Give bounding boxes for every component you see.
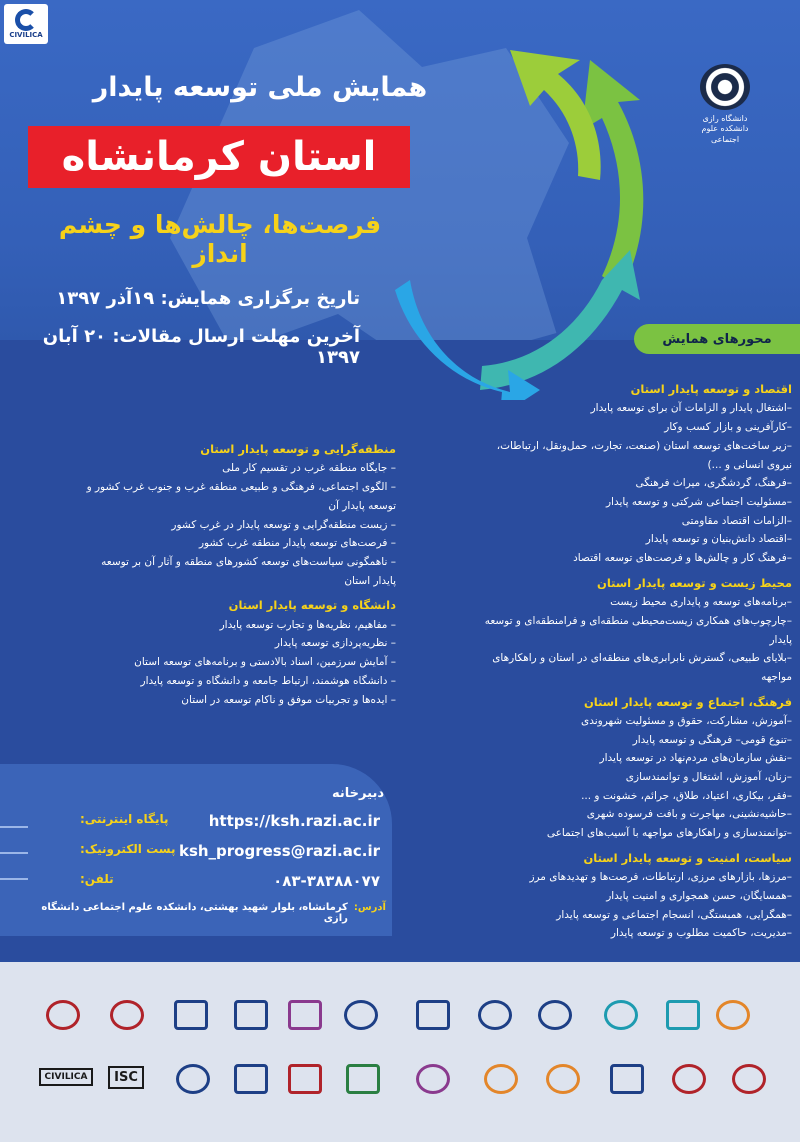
sponsor-logo	[282, 992, 328, 1038]
axis-item: –مسئولیت اجتماعی شرکتی و توسعه پایدار	[605, 495, 792, 508]
sponsor-logo	[228, 1056, 274, 1102]
axis-item: –آموزش، مشارکت، حقوق و مسئولیت شهروندی	[581, 715, 792, 728]
address-label: آدرس:	[353, 902, 386, 913]
emblem-icon	[610, 1064, 644, 1094]
axis-item: –اقتصاد دانش‌بنیان و توسعه پایدار	[645, 533, 792, 546]
axis-item: – زیست منطقه‌گرایی و توسعه پایدار در غرب کشور	[171, 518, 396, 531]
sponsor-logo	[478, 1056, 524, 1102]
axis-item: پایدار	[769, 633, 792, 646]
conference-subtitle: فرصت‌ها، چالش‌ها و چشم انداز	[58, 210, 382, 268]
emblem-icon	[288, 1064, 322, 1094]
axis-item: – فرصت‌های توسعه پایدار منطقه غرب کشور	[198, 537, 396, 550]
phone-label: تلفن:	[80, 872, 114, 886]
sponsor-logo	[338, 992, 384, 1038]
emblem-icon	[666, 1000, 700, 1030]
axis-item: – ایده‌ها و تجربیات موفق و ناکام توسعه در استان	[181, 693, 396, 706]
sponsor-logo	[410, 992, 456, 1038]
axis-heading: فرهنگ، اجتماع و توسعه پایدار استان	[583, 694, 792, 709]
sponsor-logo	[282, 1056, 328, 1102]
university-logo	[694, 64, 756, 154]
axis-heading: محیط زیست و توسعه پایدار استان	[597, 575, 792, 590]
emblem-icon	[176, 1064, 210, 1094]
axis-item: توسعه پایدار آن	[328, 499, 396, 512]
sponsor-logo	[410, 1056, 456, 1102]
axis-item: –همگرایی، همبستگی، انسجام اجتماعی و توسعه پایدار	[556, 908, 792, 921]
university-logo-caption: دانشگاه رازی دانشکده علوم اجتماعی	[701, 114, 749, 144]
sponsor-logo	[340, 1056, 386, 1102]
emblem-icon	[538, 1000, 572, 1030]
sponsor-logo	[472, 992, 518, 1038]
axis-heading: منطقه‌گرایی و توسعه پایدار استان	[200, 442, 396, 456]
axes-left-column	[36, 434, 396, 709]
address-row	[40, 902, 386, 924]
conference-title: همایش ملی توسعه پایدار	[92, 72, 428, 103]
axis-item: –زنان، آموزش، اشتغال و توانمندسازی	[625, 771, 792, 784]
emblem-icon	[110, 1000, 144, 1030]
emblem-icon	[174, 1000, 208, 1030]
submission-deadline: آخرین مهلت ارسال مقالات: ۲۰ آبان ۱۳۹۷	[42, 326, 360, 368]
axis-item: –فقر، بیکاری، اعتیاد، طلاق، جرائم، خشونت و ...	[581, 789, 792, 802]
sponsor-logo	[104, 992, 150, 1038]
sponsor-logo	[710, 992, 756, 1038]
isc-logo	[100, 1054, 152, 1100]
sponsor-logo	[168, 992, 214, 1038]
civilica-footer-logo	[36, 1054, 96, 1100]
emblem-icon	[732, 1064, 766, 1094]
divider-dash	[0, 878, 28, 880]
phone-number: ۰۸۳-۳۸۳۸۸۰۷۷	[273, 872, 380, 890]
axis-item: – دانشگاه هوشمند، ارتباط جامعه و دانشگاه و توسعه پایدار	[140, 674, 396, 687]
emblem-icon	[234, 1064, 268, 1094]
emblem-icon	[716, 1000, 750, 1030]
emblem-icon	[484, 1064, 518, 1094]
province-banner	[28, 126, 410, 188]
sponsor-logo	[532, 992, 578, 1038]
axis-item: – ناهمگونی سیاست‌های توسعه کشورهای منطقه و آثار آن بر توسعه	[101, 555, 396, 568]
divider-dash	[0, 826, 28, 828]
sponsor-logo	[598, 992, 644, 1038]
axis-item: –فرهنگ کار و چالش‌ها و فرصت‌های توسعه اقتصاد	[573, 551, 792, 564]
axis-item: – نظریه‌پردازی توسعه پایدار	[274, 637, 396, 650]
address-text: کرمانشاه، بلوار شهید بهشتی، دانشکده علوم اجتماعی دانشگاه رازی	[41, 902, 348, 924]
emblem-icon	[416, 1000, 450, 1030]
emblem-icon	[672, 1064, 706, 1094]
axis-item: – الگوی اجتماعی، فرهنگی و طبیعی منطقه غرب و جنوب غرب کشور و	[86, 481, 396, 494]
civilica-logo-text: CIVILICA	[9, 31, 43, 39]
axis-item: –کارآفرینی و بازار کسب وکار	[664, 421, 792, 434]
axis-item: پایدار استان	[344, 574, 396, 587]
secretariat-title: دبیرخانه	[332, 786, 384, 801]
sponsors-footer	[0, 962, 800, 1142]
divider-dash	[0, 852, 28, 854]
sponsor-logo	[666, 1056, 712, 1102]
emblem-icon	[416, 1064, 450, 1094]
green-leaf-shape	[510, 50, 601, 180]
emblem-icon	[234, 1000, 268, 1030]
civilica-footer-text: CIVILICA	[39, 1068, 94, 1086]
axis-item: –فرهنگ، گردشگری، میراث فرهنگی	[635, 477, 792, 490]
isc-logo-text: ISC	[108, 1066, 144, 1089]
teal-arrow-shape	[480, 250, 640, 390]
emblem-icon	[478, 1000, 512, 1030]
emblem-icon	[604, 1000, 638, 1030]
emblem-icon	[46, 1000, 80, 1030]
axis-item: – آمایش سرزمین، اسناد بالادستی و برنامه‌های توسعه استان	[134, 656, 396, 669]
axis-item: نیروی انسانی و ...)	[707, 458, 792, 471]
civilica-ring-icon	[15, 9, 37, 31]
conference-axes-tab: محورهای همایش	[634, 324, 800, 354]
emblem-icon	[546, 1064, 580, 1094]
axis-heading: اقتصاد و توسعه پایدار استان	[630, 382, 792, 396]
axis-item: –الزامات اقتصاد مقاومتی	[681, 514, 792, 527]
sponsor-logo	[660, 992, 706, 1038]
civilica-logo[interactable]	[4, 4, 48, 44]
axis-item: –زیر ساخت‌های توسعه استان (صنعت، تجارت، حمل‌ونقل، ارتباطات،	[496, 439, 792, 452]
axis-item: –مرزها، بازارهای مرزی، ارتباطات، فرصت‌ها و تهدیدهای مرز	[529, 871, 792, 884]
sponsor-logo	[228, 992, 274, 1038]
axis-item: –اشتغال پایدار و الزامات آن برای توسعه پایدار	[590, 402, 792, 415]
email-link[interactable]: ksh_progress@razi.ac.ir	[178, 842, 380, 860]
sponsor-logo	[170, 1056, 216, 1102]
axis-item: –برنامه‌های توسعه و پایداری محیط زیست	[610, 596, 792, 609]
phone-row	[80, 872, 380, 890]
event-date: تاریخ برگزاری همایش: ۱۹آذر ۱۳۹۷	[56, 288, 360, 309]
axis-item: –چارچوب‌های همکاری زیست‌محیطی منطقه‌ای و فرامنطقه‌ای و توسعه	[484, 614, 792, 627]
website-row	[80, 812, 380, 830]
axis-item: –توانمندسازی و راهکارهای مواجهه با آسیب‌های اجتماعی	[546, 827, 792, 840]
province-banner-text: استان کرمانشاه	[61, 134, 377, 180]
emblem-icon	[288, 1000, 322, 1030]
emblem-icon	[344, 1000, 378, 1030]
axis-item: –تنوع قومی– فرهنگی و توسعه پایدار	[632, 733, 792, 746]
emblem-icon	[346, 1064, 380, 1094]
axis-item: –حاشیه‌نشینی، مهاجرت و بافت فرسوده شهری	[586, 808, 792, 821]
sponsor-logo	[726, 1056, 772, 1102]
sponsor-logo	[604, 1056, 650, 1102]
axis-item: –نقش سازمان‌های مردم‌نهاد در توسعه پایدار	[599, 752, 792, 765]
email-label: پست الکترونیک:	[80, 842, 176, 856]
sponsor-logo	[40, 992, 86, 1038]
email-row	[80, 842, 380, 860]
website-label: پایگاه اینترنتی:	[80, 812, 169, 826]
axes-right-column	[428, 374, 792, 943]
axis-item: –مدیریت، حاکمیت مطلوب و توسعه پایدار	[610, 927, 792, 940]
axis-item: – جایگاه منطقه غرب در تقسیم کار ملی	[222, 462, 396, 475]
university-emblem-icon	[700, 64, 750, 110]
axis-item: –همسایگان، حسن همجواری و امنیت پایدار	[606, 890, 792, 902]
website-link[interactable]: https://ksh.razi.ac.ir	[208, 812, 380, 830]
axis-heading: دانشگاه و توسعه پایدار استان	[228, 598, 396, 613]
axis-item: –بلایای طبیعی، گسترش نابرابری‌های منطقه‌ای در استان و راهکارهای	[492, 652, 792, 665]
axis-heading: سیاست، امنیت و توسعه پایدار استان	[583, 850, 792, 865]
sponsor-logo	[540, 1056, 586, 1102]
axis-item: – مفاهیم، نظریه‌ها و تجارب توسعه پایدار	[219, 618, 396, 631]
axis-item: مواجهه	[761, 670, 792, 683]
